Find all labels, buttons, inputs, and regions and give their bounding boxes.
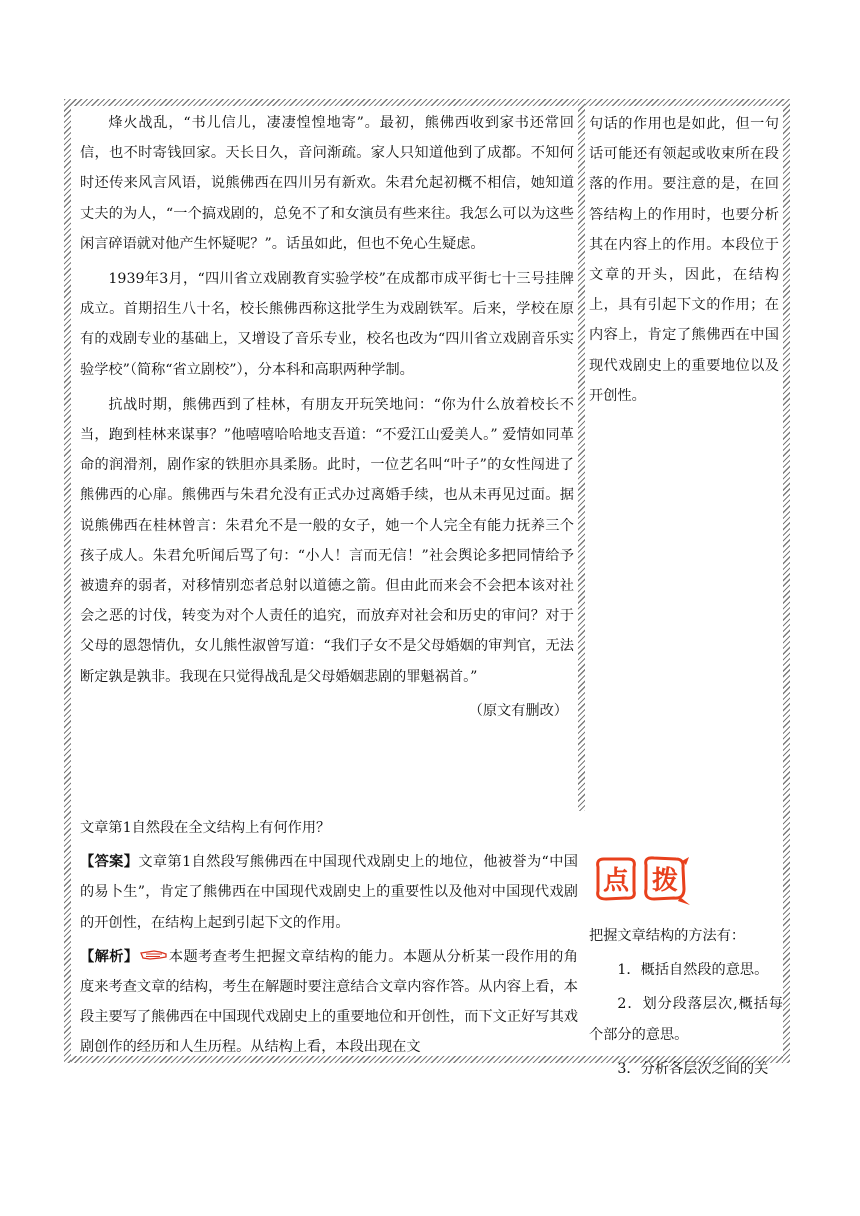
question: 文章第1自然段在全文结构上有何作用？ <box>80 820 331 836</box>
tip-badge <box>592 853 692 909</box>
answer-text: 文章第1自然段写熊佛西在中国现代戏剧史上的地位，他被誉为“中国的易卜生”，肯定了熊佛西在中国现代戏剧史上的重要性以及他对中国现代戏剧的开创性，在结构上起到引起下文的作用。 <box>80 854 578 931</box>
pointing-hand-icon <box>140 943 168 957</box>
passage-column <box>80 108 574 726</box>
frame-border-right <box>783 99 790 1063</box>
qa-section <box>80 813 578 1063</box>
column-divider <box>578 99 585 811</box>
passage-paragraph: 抗战时期，熊佛西到了桂林，有朋友开玩笑地问：“你为什么放着校长不当，跑到桂林来谋事？”他嘻嘻哈哈地支吾道：“不爱江山爱美人。” 爱情如同革命的润滑剂，剧作家的铁胆亦具柔肠。此时，一位艺名叫“叶子”的女性闯进了熊佛西的心扉。熊佛西与朱君允没有正式办过离婚手续，也从未再见过面。据说熊佛西在桂林曾言：朱君允不是一般的女子，她一个人完全有能力抚养三个孩子成人。朱君允听闻后骂了句：“小人！言而无信！”社会舆论多把同情给予被遗弃的弱者，对移情别恋者总射以道德之箭。但由此而来会不会把本该对社会之恶的讨伐，转变为对个人责任的追究，而放弃对社会和历史的审问？对于父母的恩怨情仇，女儿熊性淑曾写道：“我们子女不是父母婚姻的审判官，无法断定孰是孰非。我现在只觉得战乱是父母婚姻悲剧的罪魁祸首。” <box>80 396 574 685</box>
passage-paragraph: 1939年3月，“四川省立戏剧教育实验学校”在成都市成平街七十三号挂牌成立。首期招生八十名，校长熊佛西称这批学生为戏剧铁军。后来，学校在原有的戏剧专业的基础上，又增设了音乐专业，校名也改为“四川省立戏剧音乐实验学校”（简称“省立剧校”），分本科和高职两种学制。 <box>80 271 574 378</box>
side-note: 句话的作用也是如此，但一句话可能还有领起或收束所在段落的作用。要注意的是，在回答结构上的作用时，也要分析其在内容上的作用。本段位于文章的开头，因此，在结构上，具有引起下文的作用；在内容上，肯定了熊佛西在中国现代戏剧史上的重要地位以及开创性。 <box>589 116 779 404</box>
analysis-text: 本题考查考生把握文章结构的能力。本题从分析某一段作用的角度来考查文章的结构，考生在解题时要注意结合文章内容作答。从内容上看，本段主要写了熊佛西在中国现代戏剧史上的重要地位和开创性，而下文正好写其戏剧创作的经历和人生历程。从结构上看，本段出现在文 <box>80 948 578 1056</box>
tip-badge-char: 点 <box>602 866 630 896</box>
source-note: （原文有删改） <box>468 702 568 719</box>
tips-section <box>589 921 783 1084</box>
tip-item: 2．划分段落层次,概括每个部分的意思。 <box>589 996 783 1043</box>
passage-paragraph: 烽火战乱，“书儿信儿，凄凄惶惶地寄”。最初，熊佛西收到家书还常回信，也不时寄钱回家。天长日久，音问渐疏。家人只知道他到了成都。不知何时还传来风言风语，说熊佛西在四川另有新欢。朱君允起初概不相信，她知道丈夫的为人，“一个搞戏剧的，总免不了和女演员有些来往。我怎么可以为这些闲言碎语就对他产生怀疑呢？”。话虽如此，但也不免心生疑虑。 <box>80 115 574 252</box>
tip-badge-char: 拨 <box>651 866 679 896</box>
answer-label: 【答案】 <box>80 854 139 871</box>
tip-item: 3．分析各层次之间的关 <box>617 1060 769 1077</box>
frame-border-left <box>64 99 71 1063</box>
tips-intro: 把握文章结构的方法有： <box>589 928 746 944</box>
analysis-label: 【解析】 <box>80 948 139 965</box>
answer <box>80 847 578 938</box>
frame-border-top <box>64 99 790 106</box>
tip-item: 1．概括自然段的意思。 <box>617 962 769 979</box>
analysis <box>80 942 578 1063</box>
